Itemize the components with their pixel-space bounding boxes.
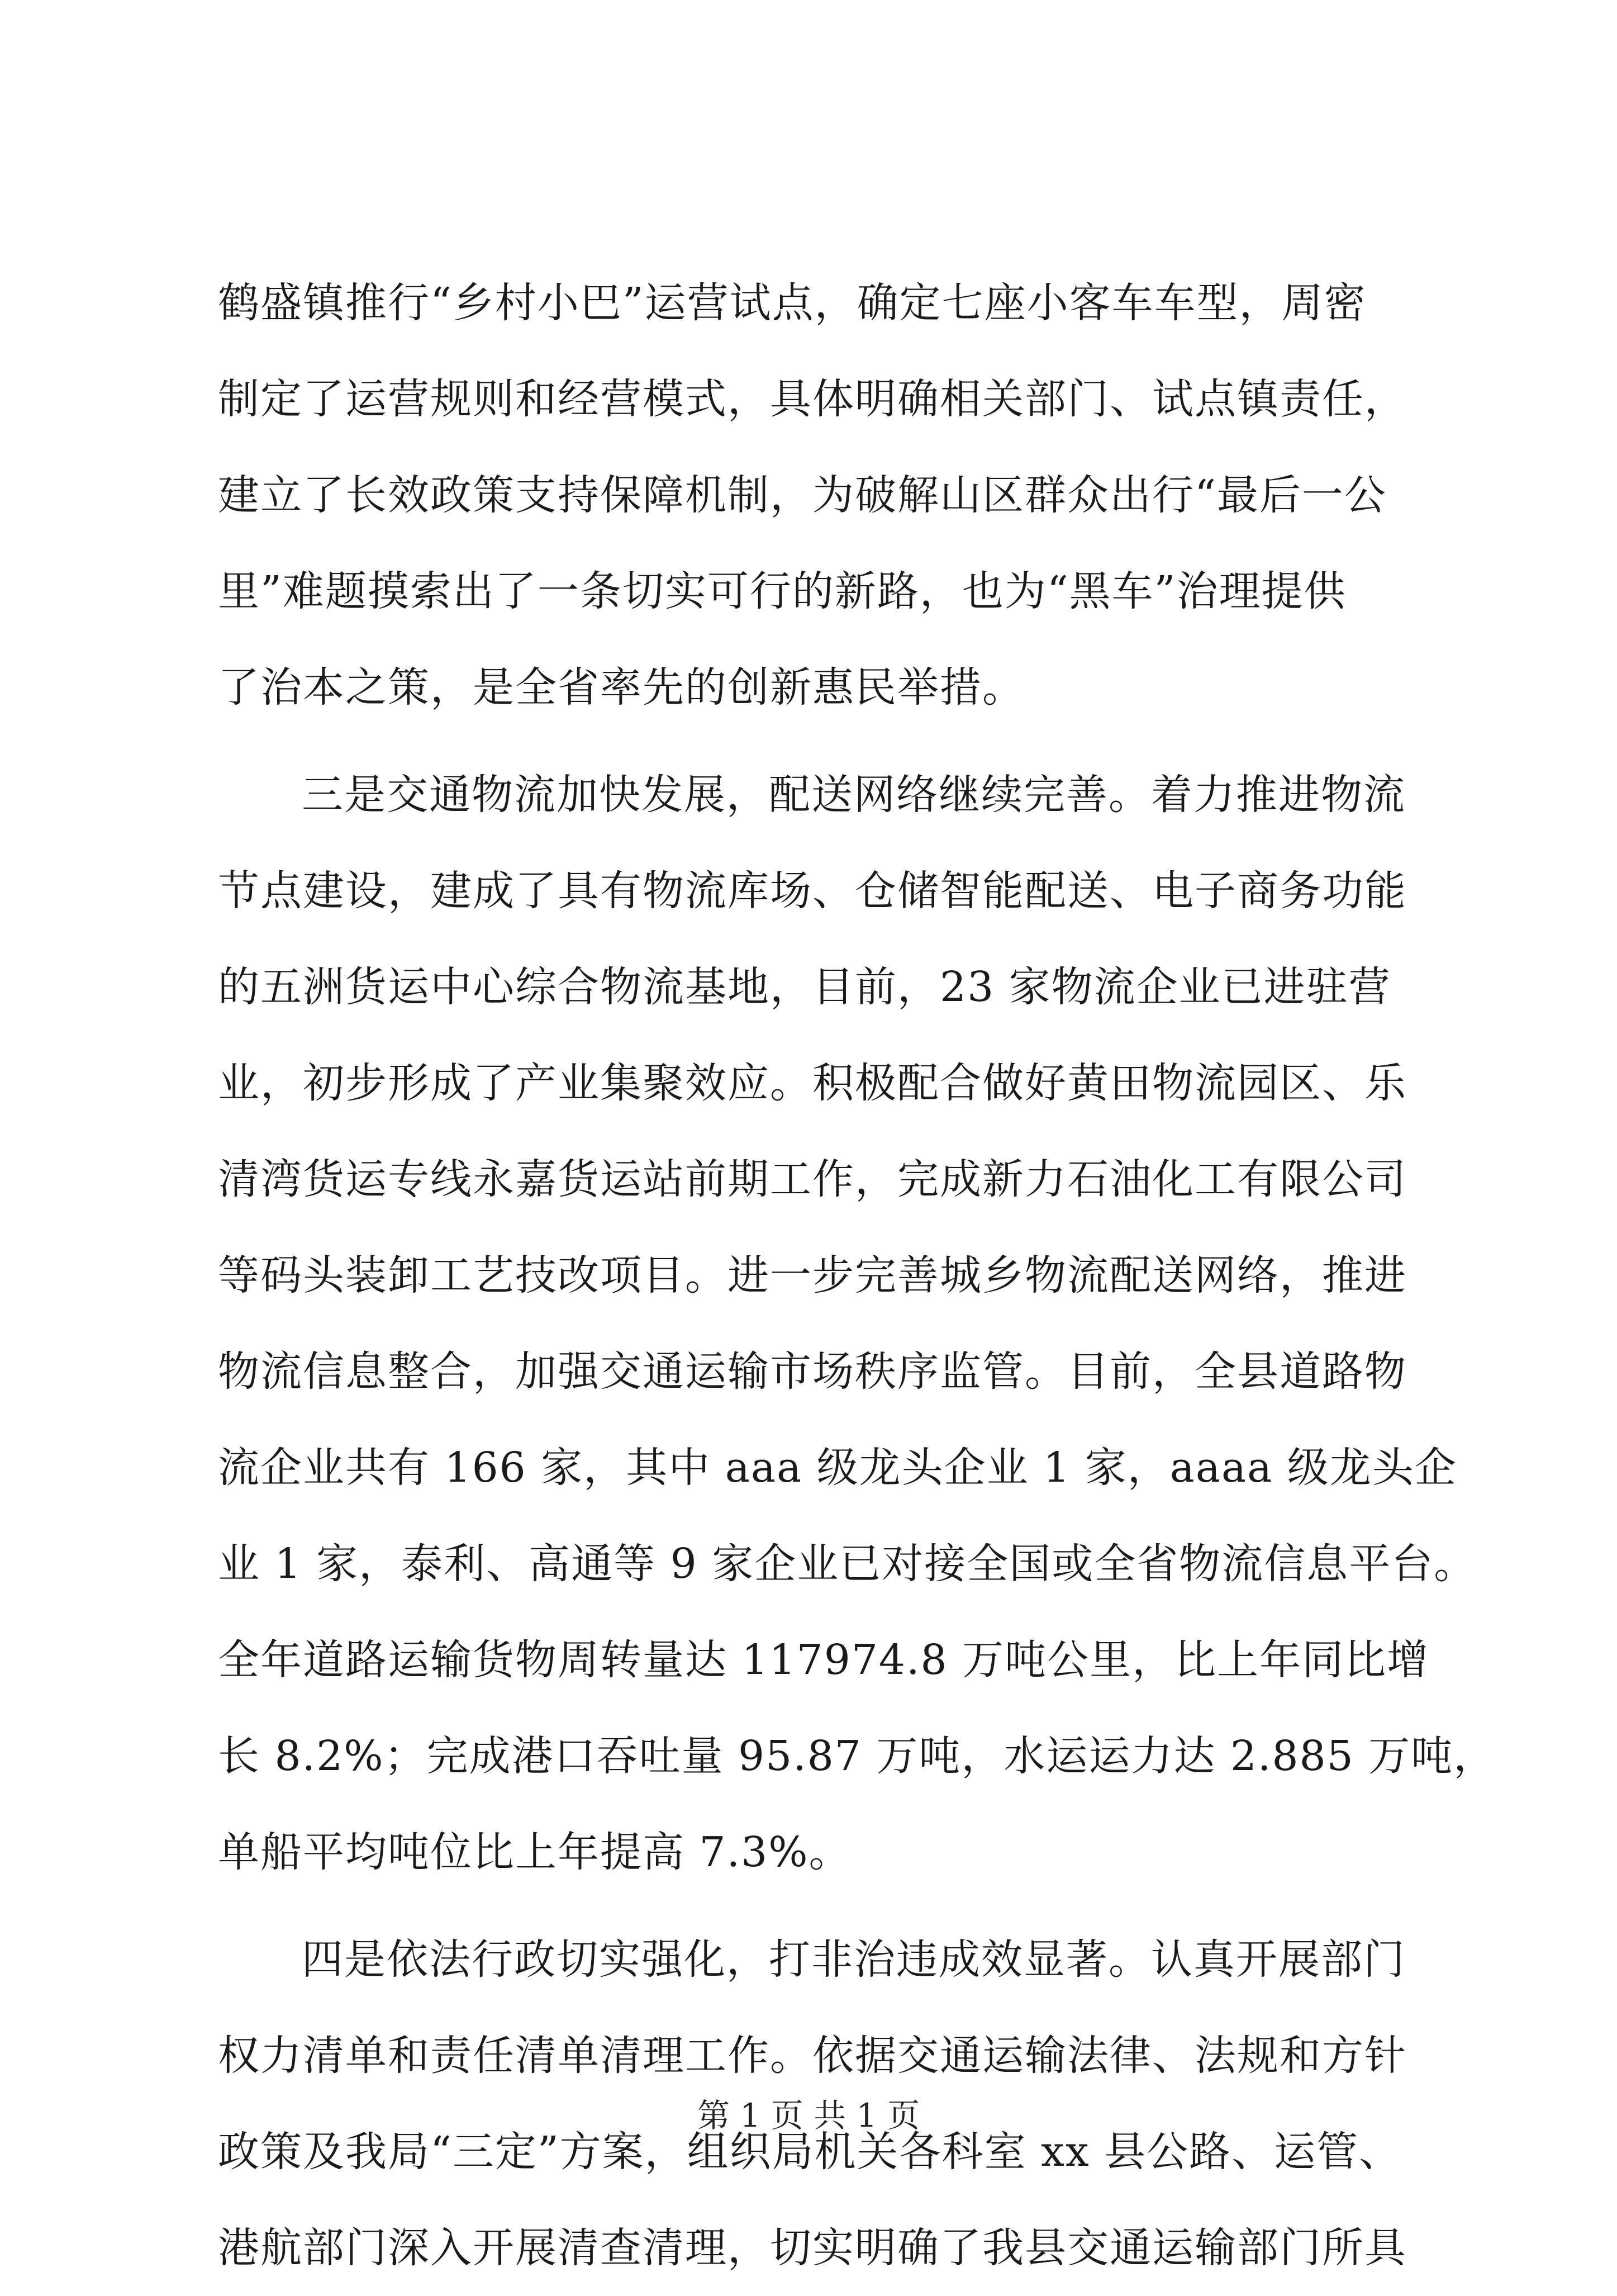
paragraph-1 bbox=[218, 255, 1419, 736]
text-line: 三是交通物流加快发展，配送网络继续完善。着力推进物流 bbox=[302, 771, 1406, 819]
text-line: 流企业共有 166 家，其中 aaa 级龙头企业 1 家，aaaa 级龙头企 bbox=[218, 1444, 1457, 1492]
text-line: 的五洲货运中心综合物流基地，目前，23 家物流企业已进驻营 bbox=[218, 963, 1391, 1011]
paragraph-2 bbox=[218, 747, 1496, 1900]
text-line: 里”难题摸索出了一条切实可行的新路，也为“黑车”治理提供 bbox=[218, 567, 1347, 615]
text-line: 单船平均吨位比上年提高 7.3%。 bbox=[218, 1828, 852, 1876]
text-line: 制定了运营规则和经营模式，具体明确相关部门、试点镇责任， bbox=[218, 375, 1407, 423]
paragraph-spacer bbox=[218, 1900, 1419, 1911]
text-line: 了治本之策，是全省率先的创新惠民举措。 bbox=[218, 663, 1025, 711]
text-line: 权力清单和责任清单清理工作。依据交通运输法律、法规和方针 bbox=[218, 2032, 1407, 2080]
text-line: 全年道路运输货物周转量达 117974.8 万吨公里，比上年同比增 bbox=[218, 1636, 1430, 1684]
page-number-label: 第 1 页 共 1 页 bbox=[697, 2096, 920, 2134]
paragraph-spacer bbox=[218, 736, 1419, 747]
text-line: 四是依法行政切实强化，打非治违成效显著。认真开展部门 bbox=[302, 1936, 1406, 1984]
text-line: 业 1 家，泰利、高通等 9 家企业已对接全国或全省物流信息平台。 bbox=[218, 1540, 1477, 1588]
text-line: 清湾货运专线永嘉货运站前期工作，完成新力石油化工有限公司 bbox=[218, 1155, 1407, 1203]
text-line: 等码头装卸工艺技改项目。进一步完善城乡物流配送网络，推进 bbox=[218, 1251, 1407, 1299]
text-line: 业，初步形成了产业集聚效应。积极配合做好黄田物流园区、乐 bbox=[218, 1059, 1407, 1107]
document-body bbox=[218, 255, 1496, 2296]
page-footer bbox=[0, 2093, 1617, 2138]
text-line: 建立了长效政策支持保障机制，为破解山区群众出行“最后一公 bbox=[218, 471, 1387, 519]
text-line: 鹤盛镇推行“乡村小巴”运营试点，确定七座小客车车型，周密 bbox=[218, 279, 1367, 327]
text-line: 政策及我局“三定”方案，组织局机关各科室 xx 县公路、运管、 bbox=[218, 2128, 1402, 2176]
text-line: 节点建设，建成了具有物流库场、仓储智能配送、电子商务功能 bbox=[218, 867, 1407, 915]
text-line: 港航部门深入开展清查清理，切实明确了我县交通运输部门所具 bbox=[218, 2224, 1407, 2272]
text-line: 长 8.2%；完成港口吞吐量 95.87 万吨，水运运力达 2.885 万吨， bbox=[218, 1732, 1496, 1780]
text-line: 物流信息整合，加强交通运输市场秩序监管。目前，全县道路物 bbox=[218, 1348, 1407, 1396]
